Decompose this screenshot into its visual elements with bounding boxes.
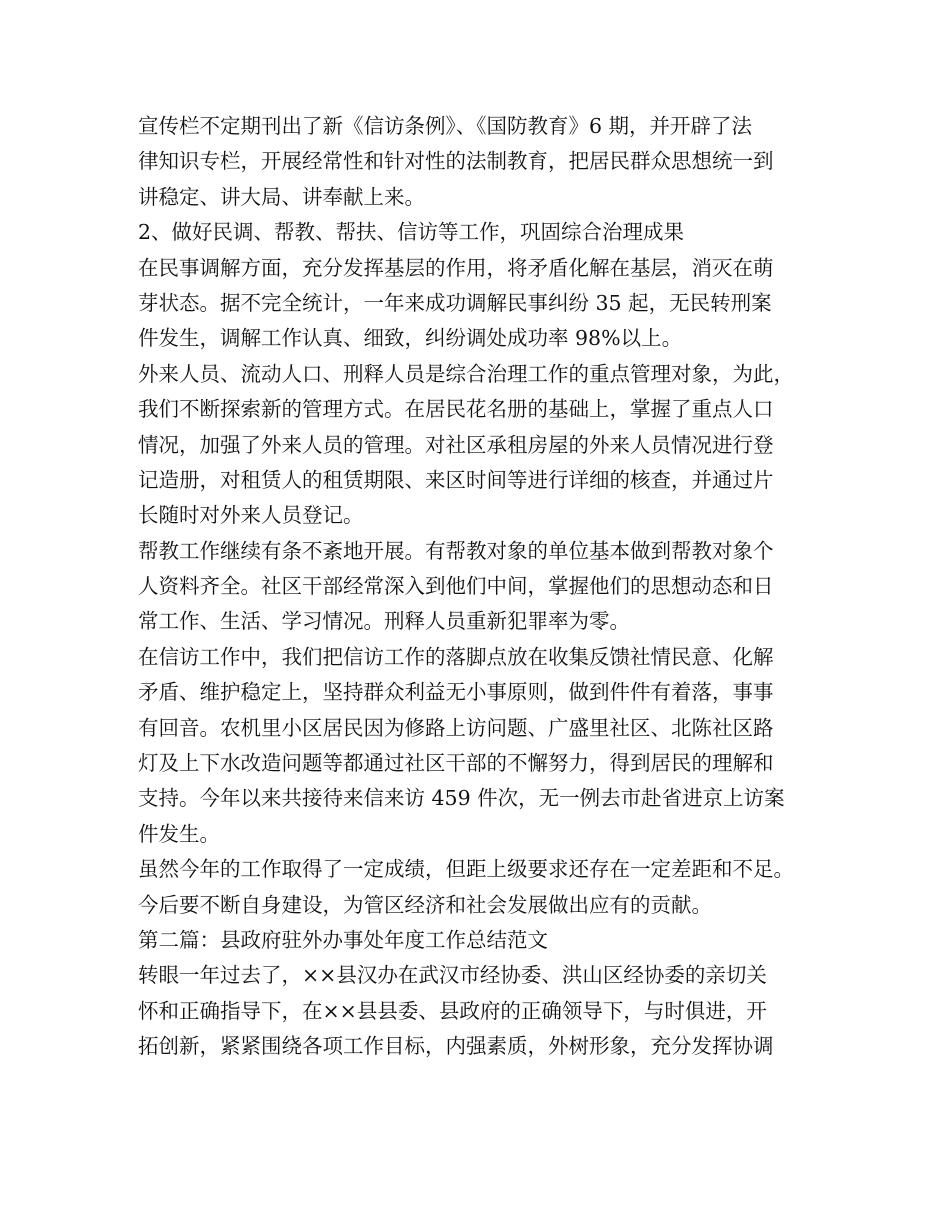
text-line: 灯及上下水改造问题等都通过社区干部的不懈努力，得到居民的理解和 bbox=[138, 751, 774, 776]
text-line: 怀和正确指导下，在××县县委、县政府的正确领导下，与时俱进，开 bbox=[138, 998, 767, 1023]
text-line: 讲稳定、讲大局、讲奉献上来。 bbox=[138, 184, 425, 209]
text-line: 记造册，对租赁人的租赁期限、来区时间等进行详细的核查，并通过片 bbox=[138, 467, 774, 492]
text-line: 宣传栏不定期刊出了新《信访条例》、《国防教育》6 期，并开辟了法 bbox=[138, 114, 753, 138]
text-line: 矛盾、维护稳定上，坚持群众利益无小事原则，做到件件有着落，事事 bbox=[138, 680, 774, 705]
text-line: 件发生。 bbox=[138, 821, 220, 846]
text-line: 情况，加强了外来人员的管理。对社区承租房屋的外来人员情况进行登 bbox=[138, 432, 774, 457]
text-line: 在信访工作中，我们把信访工作的落脚点放在收集反馈社情民意、化解 bbox=[138, 644, 774, 669]
section-heading: 2、做好民调、帮教、帮扶、信访等工作，巩固综合治理成果 bbox=[138, 220, 685, 245]
text-line: 在民事调解方面，充分发挥基层的作用，将矛盾化解在基层，消灭在萌 bbox=[138, 255, 774, 280]
text-line: 件发生，调解工作认真、细致，纠纷调处成功率 98%以上。 bbox=[138, 326, 683, 351]
text-line: 人资料齐全。社区干部经常深入到他们中间，掌握他们的思想动态和日 bbox=[138, 574, 774, 599]
text-line: 支持。今年以来共接待来信来访 459 件次，无一例去市赴省进京上访案 bbox=[138, 786, 785, 811]
text-line: 虽然今年的工作取得了一定成绩，但距上级要求还存在一定差距和不足。 bbox=[138, 857, 794, 882]
text-line: 有回音。农机里小区居民因为修路上访问题、广盛里社区、北陈社区路 bbox=[138, 715, 774, 740]
text-line: 长随时对外来人员登记。 bbox=[138, 503, 364, 528]
text-line: 今后要不断自身建设，为管区经济和社会发展做出应有的贡献。 bbox=[138, 892, 712, 917]
text-line: 我们不断探索新的管理方式。在居民花名册的基础上，掌握了重点人口 bbox=[138, 397, 774, 422]
article-title: 第二篇：县政府驻外办事处年度工作总结范文 bbox=[138, 927, 548, 952]
text-line: 常工作、生活、学习情况。刑释人员重新犯罪率为零。 bbox=[138, 609, 630, 634]
text-line: 转眼一年过去了，××县汉办在武汉市经协委、洪山区经协委的亲切关 bbox=[138, 963, 767, 988]
text-line: 芽状态。据不完全统计，一年来成功调解民事纠纷 35 起，无民转刑案 bbox=[138, 290, 772, 315]
text-line: 律知识专栏，开展经常性和针对性的法制教育，把居民群众思想统一到 bbox=[138, 149, 774, 174]
text-line: 帮教工作继续有条不紊地开展。有帮教对象的单位基本做到帮教对象个 bbox=[138, 538, 774, 563]
text-line: 外来人员、流动人口、刑释人员是综合治理工作的重点管理对象，为此， bbox=[138, 361, 794, 386]
text-line: 拓创新，紧紧围绕各项工作目标，内强素质，外树形象，充分发挥协调 bbox=[138, 1034, 774, 1059]
